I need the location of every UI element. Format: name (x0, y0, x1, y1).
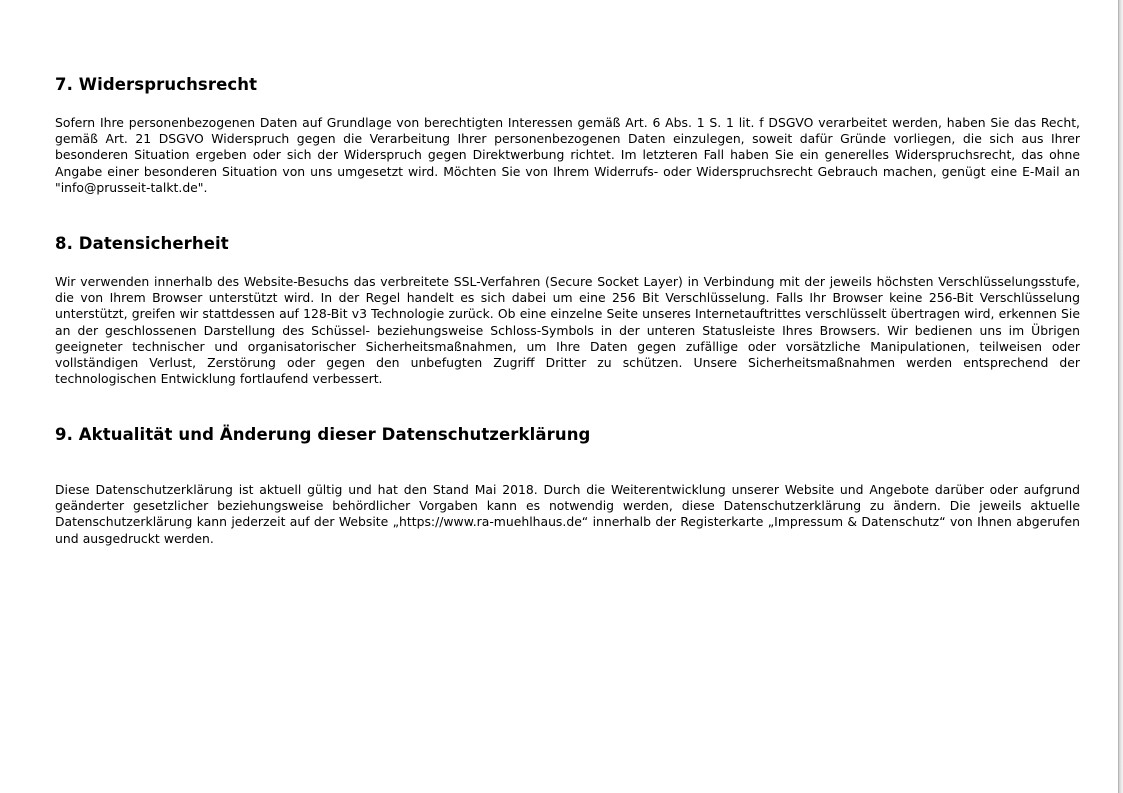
section-aktualitaet (55, 425, 1080, 547)
page-edge-shadow (1118, 0, 1123, 793)
section-paragraph: Diese Datenschutzerklärung ist aktuell gültig und hat den Stand Mai 2018. Durch die Weiterentwicklung unserer Website und Angebote darüber oder aufgrund geänderter gesetzlicher beziehungsweise behördlicher Vorgaben kann es notwendig werden, diese Datenschutzerklärung zu ändern. Die jeweils aktuelle Datenschutzerklärung kann jederzeit auf der Website „https://www.ra-muehlhaus.de“ innerhalb der Registerkarte „Impressum & Datenschutz“ von Ihnen abgerufen und ausgedruckt werden. (55, 482, 1080, 546)
section-paragraph: Wir verwenden innerhalb des Website-Besuchs das verbreitete SSL-Verfahren (Secure Socket Layer) in Verbindung mit der jeweils höchsten Verschlüsselungsstufe, die von Ihrem Browser unterstützt wird. In der Regel handelt es sich dabei um eine 256 Bit Verschlüsselung. Falls Ihr Browser keine 256-Bit Verschlüsselung unterstützt, greifen wir stattdessen auf 128-Bit v3 Technologie zurück. Ob eine einzelne Seite unseres Internetauftrittes verschlüsselt übertragen wird, erkennen Sie an der geschlossenen Darstellung des Schüssel- beziehungsweise Schloss-Symbols in der unteren Statusleiste Ihres Browsers. Wir bedienen uns im Übrigen geeigneter technischer und organisatorischer Sicherheitsmaßnahmen, um Ihre Daten gegen zufällige oder vorsätzliche Manipulationen, teilweisen oder vollständigen Verlust, Zerstörung oder gegen den unbefugten Zugriff Dritter zu schützen. Unsere Sicherheitsmaßnahmen werden entsprechend der technologischen Entwicklung fortlaufend verbessert. (55, 274, 1080, 387)
section-paragraph: Sofern Ihre personenbezogenen Daten auf Grundlage von berechtigten Interessen gemäß Art. 6 Abs. 1 S. 1 lit. f DSGVO verarbeitet werden, haben Sie das Recht, gemäß Art. 21 DSGVO Widerspruch gegen die Verarbeitung Ihrer personenbezogenen Daten einzulegen, soweit dafür Gründe vorliegen, die sich aus Ihrer besonderen Situation ergeben oder sich der Widerspruch gegen Direktwerbung richtet. Im letzteren Fall haben Sie ein generelles Widerspruchsrecht, das ohne Angabe einer besonderen Situation von uns umgesetzt wird. Möchten Sie von Ihrem Widerrufs- oder Widerspruchsrecht Gebrauch machen, genügt eine E-Mail an "info@prusseit-talkt.de". (55, 115, 1080, 195)
section-heading: 7. Widerspruchsrecht (55, 75, 258, 94)
section-datensicherheit (55, 234, 1080, 387)
section-heading: 9. Aktualität und Änderung dieser Datenschutzerklärung (55, 425, 591, 444)
section-widerspruchsrecht (55, 75, 1080, 196)
section-heading: 8. Datensicherheit (55, 234, 229, 253)
